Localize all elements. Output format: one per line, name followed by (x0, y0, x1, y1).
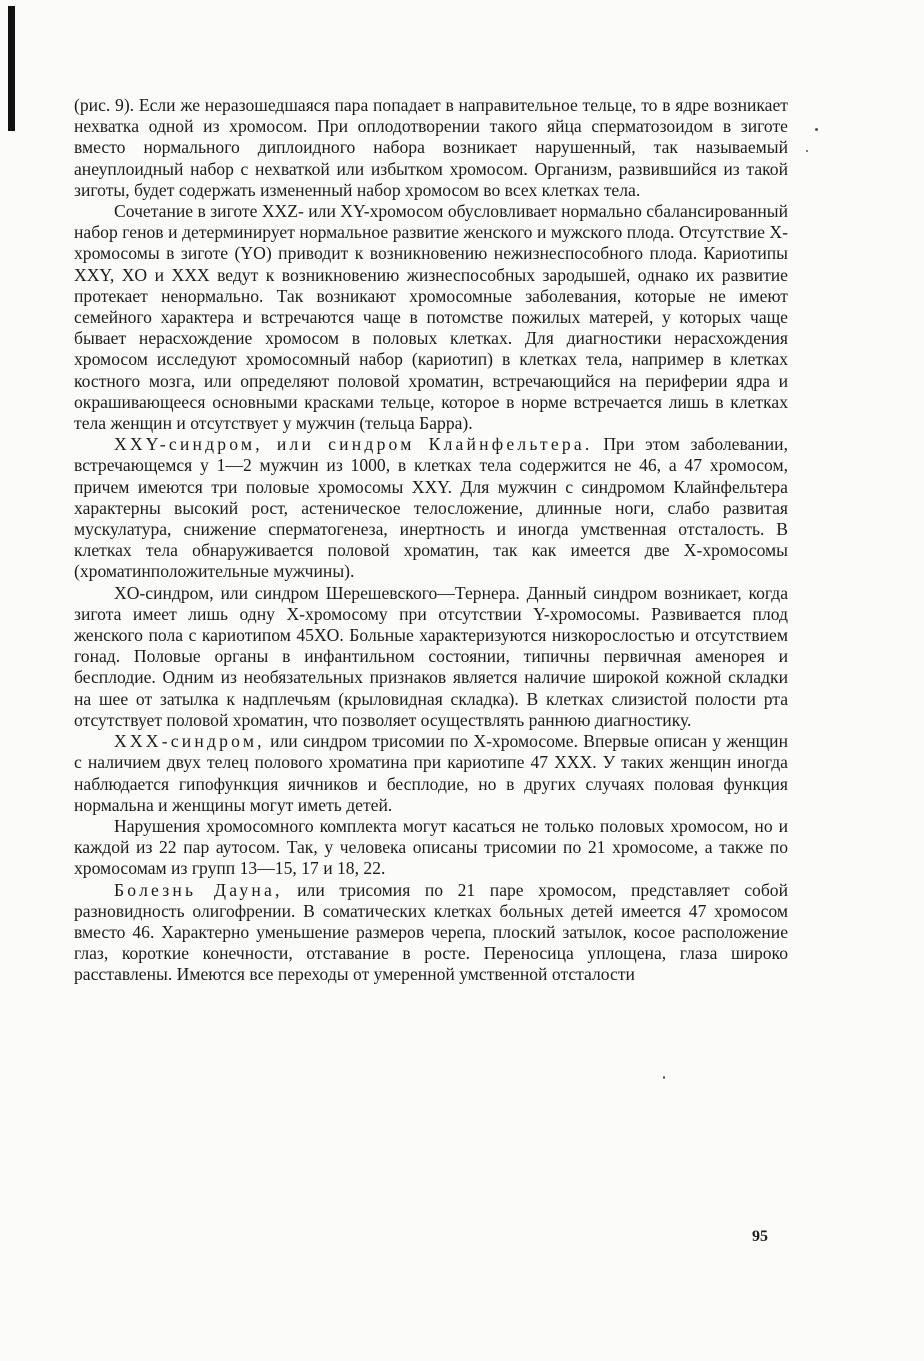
paragraph-6 (74, 816, 788, 880)
paragraph-3 (74, 434, 788, 582)
scan-speck (663, 1076, 665, 1079)
paragraph-4-text: XO-синдром, или синдром Шерешевского—Тернера. Данный синдром возникает, когда зигота имеет лишь одну X-хромосому при отсутствии Y-хромосомы. Развивается плод женского пола с кариотипом 45XO. Больные характеризуются низкорослостью и отсутствием гонад. Половые органы в инфантильном состоянии, типичны первичная аменорея и бесплодие. Одним из необязательных признаков является наличие широкой кожной складки на шее от затылка к надплечьям (крыловидная складка). В клетках слизистой полости рта отсутствует половой хроматин, что позволяет осуществлять раннюю диагностику. (74, 582, 788, 730)
paragraph-3-text: При этом заболевании, встречающемся у 1—2 мужчин из 1000, в клетках тела содержится не 46, а 47 хромосом, причем имеются три половые хромосомы XXY. Для мужчин с синдромом Клайнфельтера характерны высокий рост, астеническое телосложение, длинные ноги, слабо развитая мускулатура, снижение сперматогенеза, инертность и иногда умственная отсталость. В клетках тела обнаруживается половой хроматин, так как имеется две X-хромосомы (хроматинположительные мужчины). (74, 434, 788, 582)
paragraph-1 (74, 95, 788, 201)
paragraph-2-text: Сочетание в зиготе XXZ- или XY-хромосом обусловливает нормально сбалансированный набор генов и детерминирует нормальное развитие женского и мужского плода. Отсутствие X-хромосомы в зиготе (YO) приводит к возникновению нежизнеспособного плода. Кариотипы XXY, XO и XXX ведут к возникновению жизнеспособных зародышей, однако их развитие протекает ненормально. Так возникают хромосомные заболевания, которые не имеют семейного характера и встречаются чаще в потомстве пожилых матерей, у которых чаще бывает нерасхождение хромосом в половых клетках. Для диагностики нерасхождения хромосом исследуют хромосомный набор (кариотип) в клетках тела, например в клетках костного мозга, или определяют половой хроматин, встречающийся на периферии ядра и окрашивающееся основными красками тельце, которое в норме встречается лишь в клетках тела женщин и отсутствует у мужчин (тельца Барра). (74, 201, 788, 434)
binding-edge-mark (8, 6, 15, 131)
paragraph-3-lead: XXY-синдром, или синдром Клайнфельтера. (114, 434, 593, 455)
paragraph-5-text: или синдром трисомии по X-хромосоме. Впервые описан у женщин с наличием двух телец полового хроматина при кариотипе 47 XXX. У таких женщин иногда наблюдается гипофункция яичников и бесплодие, но в других случаях половая функция нормальна и женщины могут иметь детей. (74, 731, 788, 815)
scan-speck (806, 150, 808, 152)
paragraph-1-text: (рис. 9). Если же неразошедшаяся пара попадает в направительное тельце, то в ядре возникает нехватка одной из хромосом. При оплодотворении такого яйца сперматозоидом в зиготе вместо нормального диплоидного набора возникает нарушенный, так называемый анеуплоидный набор с нехваткой или избытком хромосом. Организм, развившийся из такой зиготы, будет содержать измененный набор хромосом во всех клетках тела. (74, 95, 788, 200)
paragraph-5 (74, 731, 788, 816)
paragraph-7-lead: Болезнь Дауна, (114, 879, 283, 900)
paragraph-4 (74, 583, 788, 731)
paragraph-5-lead: XXX-синдром, (114, 731, 265, 752)
scan-speck (815, 128, 818, 131)
paragraph-7-text: или трисомия по 21 паре хромосом, представляет собой разновидность олигофрении. В соматических клетках больных детей имеется 47 хромосом вместо 46. Характерно уменьшение размеров черепа, плоский затылок, косое расположение глаз, короткие конечности, отставание в росте. Переносица уплощена, глаза широко расставлены. Имеются все переходы от умеренной умственной отсталости (74, 879, 788, 985)
body-text (74, 95, 788, 986)
paragraph-2 (74, 201, 788, 434)
paragraph-6-text: Нарушения хромосомного комплекта могут касаться не только половых хромосом, но и каждой из 22 пар аутосом. Так, у человека описаны трисомии по 21 хромосоме, а также по хромосомам из групп 13—15, 17 и 18, 22. (74, 815, 788, 879)
page-number: 95 (752, 1228, 768, 1245)
paragraph-7 (74, 880, 788, 986)
